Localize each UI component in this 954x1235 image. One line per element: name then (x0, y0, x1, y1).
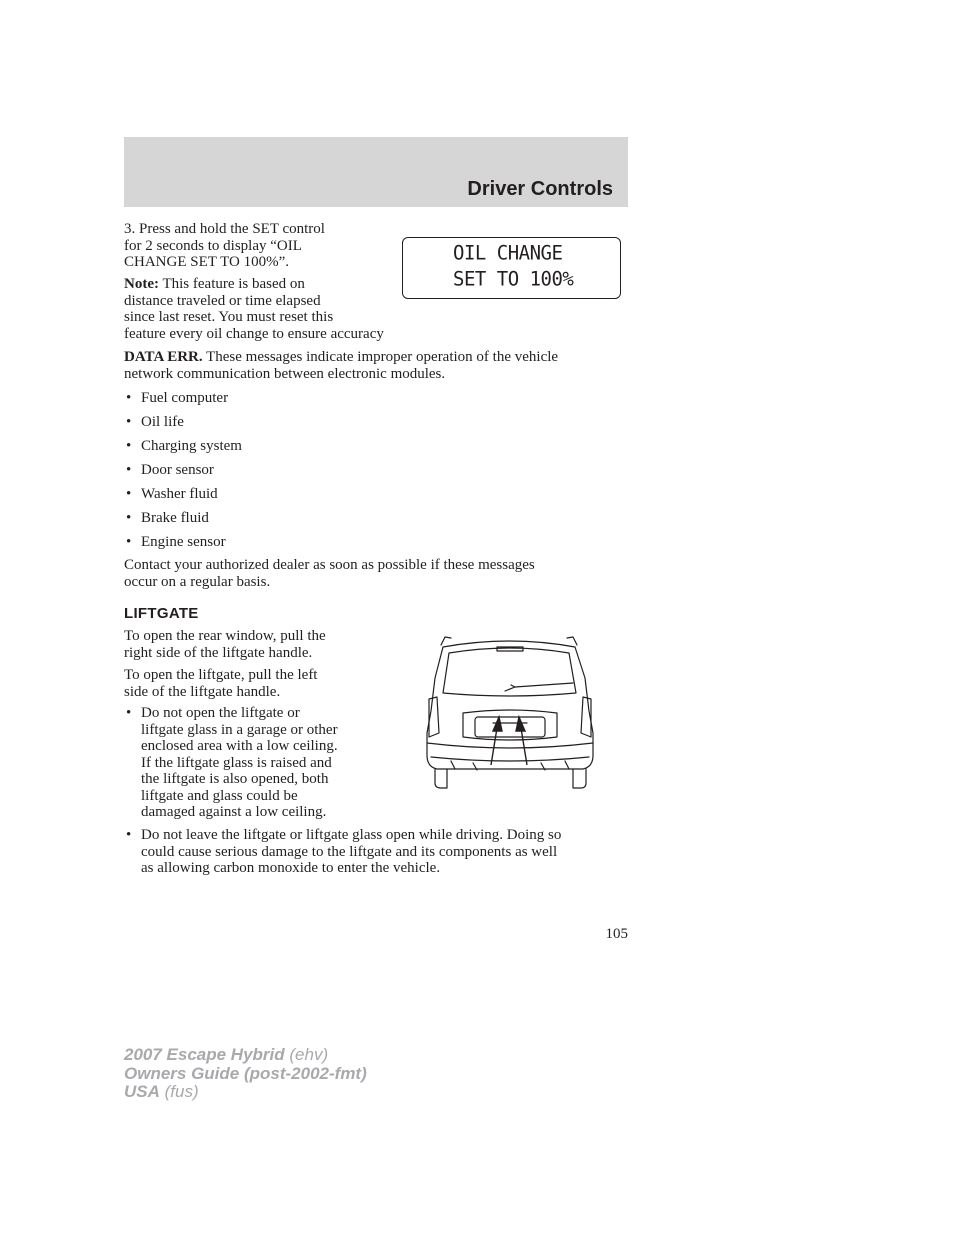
list-item (124, 414, 242, 438)
warning-line: damaged against a low ceiling. (141, 804, 327, 820)
header-bar (124, 137, 628, 207)
contact-line: occur on a regular basis. (124, 573, 271, 590)
document-footer (124, 1046, 367, 1102)
list-item-label: Engine sensor (141, 534, 226, 550)
bullet-icon: • (126, 414, 132, 430)
list-item-label: Oil life (141, 414, 184, 430)
step-3-line: 3. Press and hold the SET control (124, 221, 325, 237)
note-label: Note: (124, 276, 159, 292)
footer-model-code: (ehv) (284, 1045, 329, 1064)
bullet-icon: • (126, 705, 132, 721)
display-line-2: SET TO 100% (453, 267, 574, 291)
bullet-icon: • (126, 510, 132, 526)
list-item-label: Door sensor (141, 462, 214, 478)
warning-line: liftgate and glass could be (141, 787, 298, 804)
list-item (124, 534, 242, 558)
warning-line: liftgate glass in a garage or other (141, 721, 338, 738)
step-3-text (124, 221, 325, 271)
display-line-1: OIL CHANGE (453, 241, 563, 265)
list-item (124, 438, 242, 462)
message-center-display (402, 237, 621, 299)
liftgate-paragraph-1 (124, 628, 326, 661)
data-err-paragraph (124, 349, 558, 382)
warning-line: as allowing carbon monoxide to enter the vehicle. (141, 860, 441, 876)
warning-line: the liftgate is also opened, both (141, 771, 329, 787)
step-3-line: for 2 seconds to display “OIL (124, 237, 302, 254)
page-number: 105 (605, 926, 628, 942)
liftgate-line: right side of the liftgate handle. (124, 644, 313, 661)
note-line: This feature is based on (158, 276, 305, 292)
step-3-line: CHANGE SET TO 100%”. (124, 254, 289, 270)
liftgate-paragraph-2 (124, 667, 317, 700)
warning-line: Do not leave the liftgate or liftgate glass open while driving. Doing so (141, 827, 562, 843)
bullet-icon: • (126, 438, 132, 454)
liftgate-line: To open the liftgate, pull the left (124, 667, 318, 683)
liftgate-warning-1 (124, 705, 338, 821)
list-item-label: Brake fluid (141, 510, 209, 526)
list-item (124, 390, 242, 414)
footer-market-code: (fus) (159, 1082, 199, 1101)
footer-guide: Owners Guide (post-2002-fmt) (124, 1063, 367, 1083)
contact-line: Contact your authorized dealer as soon as possible if these messages (124, 557, 535, 573)
list-item (124, 486, 242, 510)
liftgate-warning-2 (124, 827, 561, 877)
module-list (124, 390, 242, 558)
list-item-label: Fuel computer (141, 390, 229, 406)
data-err-text: These messages indicate improper operation of the vehicle (202, 349, 559, 365)
warning-line: could cause serious damage to the liftgate and its components as well (141, 843, 558, 860)
note-line: since last reset. You must reset this (124, 309, 334, 325)
bullet-icon: • (126, 534, 132, 550)
liftgate-line: side of the liftgate handle. (124, 683, 281, 700)
section-title: Driver Controls (467, 178, 613, 200)
list-item-label: Charging system (141, 438, 242, 454)
bullet-icon: • (126, 827, 132, 843)
liftgate-illustration (423, 633, 598, 791)
bullet-icon: • (126, 462, 132, 478)
note-line: feature every oil change to ensure accuracy (124, 325, 384, 342)
warning-line: Do not open the liftgate or (141, 705, 300, 721)
bullet-icon: • (126, 486, 132, 502)
bullet-icon: • (126, 390, 132, 406)
liftgate-line: To open the rear window, pull the (124, 628, 326, 644)
list-item (124, 462, 242, 486)
data-err-label: DATA ERR. (124, 349, 203, 365)
footer-model: 2007 Escape Hybrid (124, 1045, 285, 1064)
list-item-label: Washer fluid (141, 486, 218, 502)
liftgate-heading: LIFTGATE (124, 605, 199, 622)
warning-line: If the liftgate glass is raised and (141, 754, 332, 771)
list-item (124, 510, 242, 534)
warning-line: enclosed area with a low ceiling. (141, 738, 338, 754)
data-err-text: network communication between electronic modules. (124, 365, 446, 382)
footer-market: USA (124, 1082, 160, 1101)
note-paragraph (124, 276, 384, 342)
contact-paragraph (124, 557, 535, 590)
note-line: distance traveled or time elapsed (124, 292, 321, 309)
